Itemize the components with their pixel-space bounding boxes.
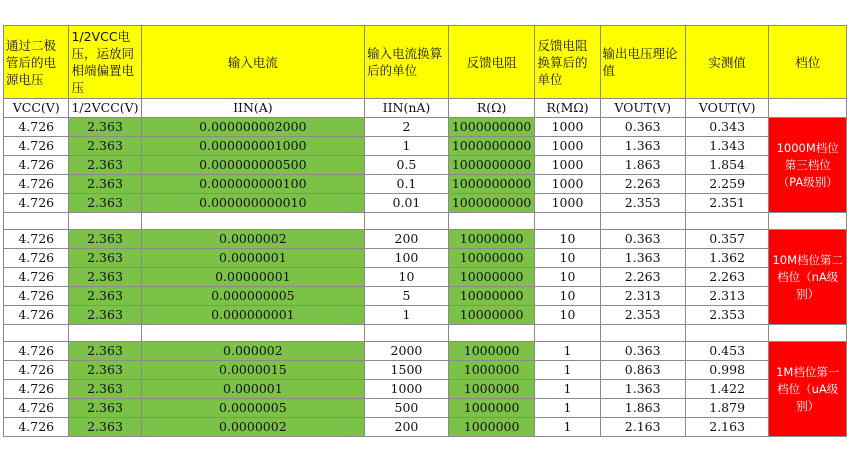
data-cell[interactable]: 10000000 [448, 287, 535, 306]
unit-cell[interactable] [769, 99, 847, 118]
data-cell[interactable]: 5 [365, 287, 449, 306]
data-cell[interactable]: 1 [535, 361, 600, 380]
data-cell[interactable]: 1 [535, 342, 600, 361]
data-cell[interactable]: 2 [365, 118, 449, 137]
data-cell[interactable]: 0.863 [600, 361, 685, 380]
data-cell[interactable]: 0.000000001000 [141, 137, 365, 156]
data-cell[interactable]: 1000 [535, 194, 600, 213]
data-cell[interactable]: 2.313 [600, 287, 685, 306]
table-row [4, 287, 847, 306]
data-cell[interactable]: 1000000 [448, 361, 535, 380]
empty-cell[interactable] [141, 325, 365, 342]
data-cell[interactable]: 4.726 [4, 418, 69, 437]
data-cell[interactable]: 2.363 [69, 118, 141, 137]
units-row [4, 99, 847, 118]
data-cell[interactable]: 2.363 [69, 156, 141, 175]
data-cell[interactable]: 0.363 [600, 230, 685, 249]
data-cell[interactable]: 1000000 [448, 342, 535, 361]
data-cell[interactable]: 1.422 [685, 380, 769, 399]
header-cell-measured[interactable]: 实测值 [685, 26, 769, 99]
data-cell[interactable]: 1 [365, 137, 449, 156]
data-cell[interactable]: 10000000 [448, 268, 535, 287]
header-cell-feedback-resistor-unit[interactable]: 反馈电阻换算后的单位 [535, 26, 600, 99]
data-cell[interactable]: 0.000000000010 [141, 194, 365, 213]
data-cell[interactable]: 4.726 [4, 380, 69, 399]
data-cell[interactable]: 10 [535, 287, 600, 306]
data-cell[interactable]: 4.726 [4, 156, 69, 175]
data-cell[interactable]: 10000000 [448, 230, 535, 249]
header-cell-input-current[interactable]: 输入电流 [141, 26, 365, 99]
data-cell[interactable]: 0.000000000500 [141, 156, 365, 175]
header-cell-feedback-resistor[interactable]: 反馈电阻 [448, 26, 535, 99]
empty-cell[interactable] [365, 325, 449, 342]
data-cell[interactable]: 2.363 [69, 137, 141, 156]
data-cell[interactable]: 1000 [365, 380, 449, 399]
data-cell[interactable]: 0.5 [365, 156, 449, 175]
empty-cell[interactable] [4, 213, 69, 230]
table-row [4, 418, 847, 437]
data-cell[interactable]: 10000000 [448, 249, 535, 268]
spacer-row [4, 325, 847, 342]
data-cell[interactable]: 1000 [535, 137, 600, 156]
data-cell[interactable]: 1000 [535, 175, 600, 194]
table-row [4, 230, 847, 249]
data-cell[interactable]: 4.726 [4, 194, 69, 213]
data-cell[interactable]: 200 [365, 418, 449, 437]
table-row [4, 118, 847, 137]
data-cell[interactable]: 2.363 [69, 249, 141, 268]
data-cell[interactable]: 1000000000 [448, 118, 535, 137]
table-row [4, 175, 847, 194]
header-cell-half-vcc[interactable]: 1/2VCC电压，运放同相端偏置电压 [69, 26, 141, 99]
data-cell[interactable]: 2000 [365, 342, 449, 361]
data-cell[interactable]: 2.353 [600, 306, 685, 325]
header-cell-input-current-unit[interactable]: 输入电流换算后的单位 [365, 26, 449, 99]
data-cell[interactable]: 1.363 [600, 137, 685, 156]
data-cell[interactable]: 1.362 [685, 249, 769, 268]
data-cell[interactable]: 10 [535, 306, 600, 325]
data-cell[interactable]: 2.263 [600, 175, 685, 194]
spreadsheet-table [3, 25, 847, 437]
data-cell[interactable]: 2.363 [69, 194, 141, 213]
unit-cell[interactable]: IIN(nA) [365, 99, 449, 118]
data-cell[interactable]: 4.726 [4, 137, 69, 156]
empty-cell[interactable] [448, 325, 535, 342]
data-cell[interactable]: 0.00000001 [141, 268, 365, 287]
data-cell[interactable]: 2.363 [69, 175, 141, 194]
data-cell[interactable]: 1000 [535, 118, 600, 137]
table-row [4, 380, 847, 399]
data-cell[interactable]: 2.163 [685, 418, 769, 437]
data-cell[interactable]: 0.1 [365, 175, 449, 194]
data-cell[interactable]: 4.726 [4, 230, 69, 249]
table-row [4, 156, 847, 175]
empty-cell[interactable] [141, 213, 365, 230]
unit-cell[interactable]: IIN(A) [141, 99, 365, 118]
empty-cell[interactable] [600, 325, 685, 342]
data-cell[interactable]: 1000000000 [448, 137, 535, 156]
empty-cell[interactable] [4, 325, 69, 342]
table-row [4, 399, 847, 418]
data-cell[interactable]: 1.863 [600, 156, 685, 175]
unit-cell[interactable]: R(Ω) [448, 99, 535, 118]
data-cell[interactable]: 0.0000002 [141, 230, 365, 249]
data-cell[interactable]: 0.0000015 [141, 361, 365, 380]
data-cell[interactable]: 0.01 [365, 194, 449, 213]
data-cell[interactable]: 4.726 [4, 175, 69, 194]
data-cell[interactable]: 2.263 [685, 268, 769, 287]
unit-cell[interactable]: VOUT(V) [685, 99, 769, 118]
table-row [4, 268, 847, 287]
data-cell[interactable]: 2.163 [600, 418, 685, 437]
data-cell[interactable]: 1000 [535, 156, 600, 175]
data-cell[interactable]: 1 [365, 306, 449, 325]
header-cell-vcc[interactable]: 通过二极管后的电源电压 [4, 26, 69, 99]
data-cell[interactable]: 2.259 [685, 175, 769, 194]
data-cell[interactable]: 1000000000 [448, 156, 535, 175]
table-row [4, 137, 847, 156]
data-cell[interactable]: 1.363 [600, 380, 685, 399]
data-cell[interactable]: 10 [365, 268, 449, 287]
data-cell[interactable]: 1500 [365, 361, 449, 380]
data-cell[interactable]: 500 [365, 399, 449, 418]
empty-cell[interactable] [685, 213, 769, 230]
empty-cell[interactable] [769, 213, 847, 230]
data-cell[interactable]: 0.000002 [141, 342, 365, 361]
data-cell[interactable]: 10 [535, 249, 600, 268]
data-cell[interactable]: 0.363 [600, 342, 685, 361]
data-cell[interactable]: 1.363 [600, 249, 685, 268]
data-cell[interactable]: 1.879 [685, 399, 769, 418]
empty-cell[interactable] [535, 213, 600, 230]
empty-cell[interactable] [600, 213, 685, 230]
data-cell[interactable]: 2.353 [600, 194, 685, 213]
data-cell[interactable]: 0.000001 [141, 380, 365, 399]
data-cell[interactable]: 0.000000005 [141, 287, 365, 306]
data-cell[interactable]: 4.726 [4, 342, 69, 361]
data-cell[interactable]: 2.351 [685, 194, 769, 213]
data-cell[interactable]: 2.363 [69, 399, 141, 418]
data-cell[interactable]: 2.363 [69, 380, 141, 399]
table-row [4, 249, 847, 268]
data-cell[interactable]: 1000000 [448, 399, 535, 418]
data-cell[interactable]: 2.363 [69, 306, 141, 325]
data-cell[interactable]: 4.726 [4, 249, 69, 268]
data-cell[interactable]: 1 [535, 418, 600, 437]
data-cell[interactable]: 200 [365, 230, 449, 249]
data-cell[interactable]: 10 [535, 268, 600, 287]
data-cell[interactable]: 2.363 [69, 287, 141, 306]
data-cell[interactable]: 0.343 [685, 118, 769, 137]
data-cell[interactable]: 2.363 [69, 361, 141, 380]
table-row [4, 361, 847, 380]
range-label-cell[interactable]: 1M档位第一档位（uA级别） [769, 342, 847, 437]
header-row [4, 26, 847, 99]
data-cell[interactable]: 1000000 [448, 380, 535, 399]
data-cell[interactable]: 0.0000002 [141, 418, 365, 437]
spacer-row [4, 213, 847, 230]
data-cell[interactable]: 4.726 [4, 287, 69, 306]
table-row [4, 342, 847, 361]
data-cell[interactable]: 1.854 [685, 156, 769, 175]
data-cell[interactable]: 4.726 [4, 361, 69, 380]
data-cell[interactable]: 1 [535, 380, 600, 399]
data-cell[interactable]: 1000000 [448, 418, 535, 437]
data-cell[interactable]: 0.000000000100 [141, 175, 365, 194]
range-label-cell[interactable]: 10M档位第二档位（nA级别） [769, 230, 847, 325]
table-row [4, 194, 847, 213]
empty-cell[interactable] [69, 325, 141, 342]
empty-cell[interactable] [448, 213, 535, 230]
header-cell-vout-theoretical[interactable]: 输出电压理论值 [600, 26, 685, 99]
data-cell[interactable]: 10000000 [448, 306, 535, 325]
data-cell[interactable]: 10 [535, 230, 600, 249]
table-row [4, 306, 847, 325]
empty-cell[interactable] [535, 325, 600, 342]
empty-cell[interactable] [685, 325, 769, 342]
data-cell[interactable]: 1000000000 [448, 194, 535, 213]
unit-cell[interactable]: VOUT(V) [600, 99, 685, 118]
data-cell[interactable]: 2.263 [600, 268, 685, 287]
data-cell[interactable]: 4.726 [4, 118, 69, 137]
data-cell[interactable]: 2.313 [685, 287, 769, 306]
unit-cell[interactable]: VCC(V) [4, 99, 69, 118]
data-cell[interactable]: 0.000000002000 [141, 118, 365, 137]
data-cell[interactable]: 1.343 [685, 137, 769, 156]
data-cell[interactable]: 2.363 [69, 268, 141, 287]
range-label-cell[interactable]: 1000M档位第三档位（PA级别） [769, 118, 847, 213]
data-cell[interactable]: 2.363 [69, 342, 141, 361]
data-cell[interactable]: 1.863 [600, 399, 685, 418]
data-cell[interactable]: 2.353 [685, 306, 769, 325]
data-cell[interactable]: 0.363 [600, 118, 685, 137]
data-cell[interactable]: 4.726 [4, 306, 69, 325]
data-cell[interactable]: 4.726 [4, 268, 69, 287]
unit-cell[interactable]: 1/2VCC(V) [69, 99, 141, 118]
data-cell[interactable]: 1000000000 [448, 175, 535, 194]
data-cell[interactable]: 2.363 [69, 230, 141, 249]
data-cell[interactable]: 0.453 [685, 342, 769, 361]
unit-cell[interactable]: R(MΩ) [535, 99, 600, 118]
data-cell[interactable]: 100 [365, 249, 449, 268]
header-cell-range[interactable]: 档位 [769, 26, 847, 99]
data-cell[interactable]: 1 [535, 399, 600, 418]
empty-cell[interactable] [69, 213, 141, 230]
data-cell[interactable]: 2.363 [69, 418, 141, 437]
data-cell[interactable]: 0.0000001 [141, 249, 365, 268]
data-cell[interactable]: 4.726 [4, 399, 69, 418]
data-cell[interactable]: 0.357 [685, 230, 769, 249]
empty-cell[interactable] [769, 325, 847, 342]
data-cell[interactable]: 0.000000001 [141, 306, 365, 325]
empty-cell[interactable] [365, 213, 449, 230]
data-cell[interactable]: 0.998 [685, 361, 769, 380]
table-body [4, 26, 847, 437]
data-cell[interactable]: 0.0000005 [141, 399, 365, 418]
